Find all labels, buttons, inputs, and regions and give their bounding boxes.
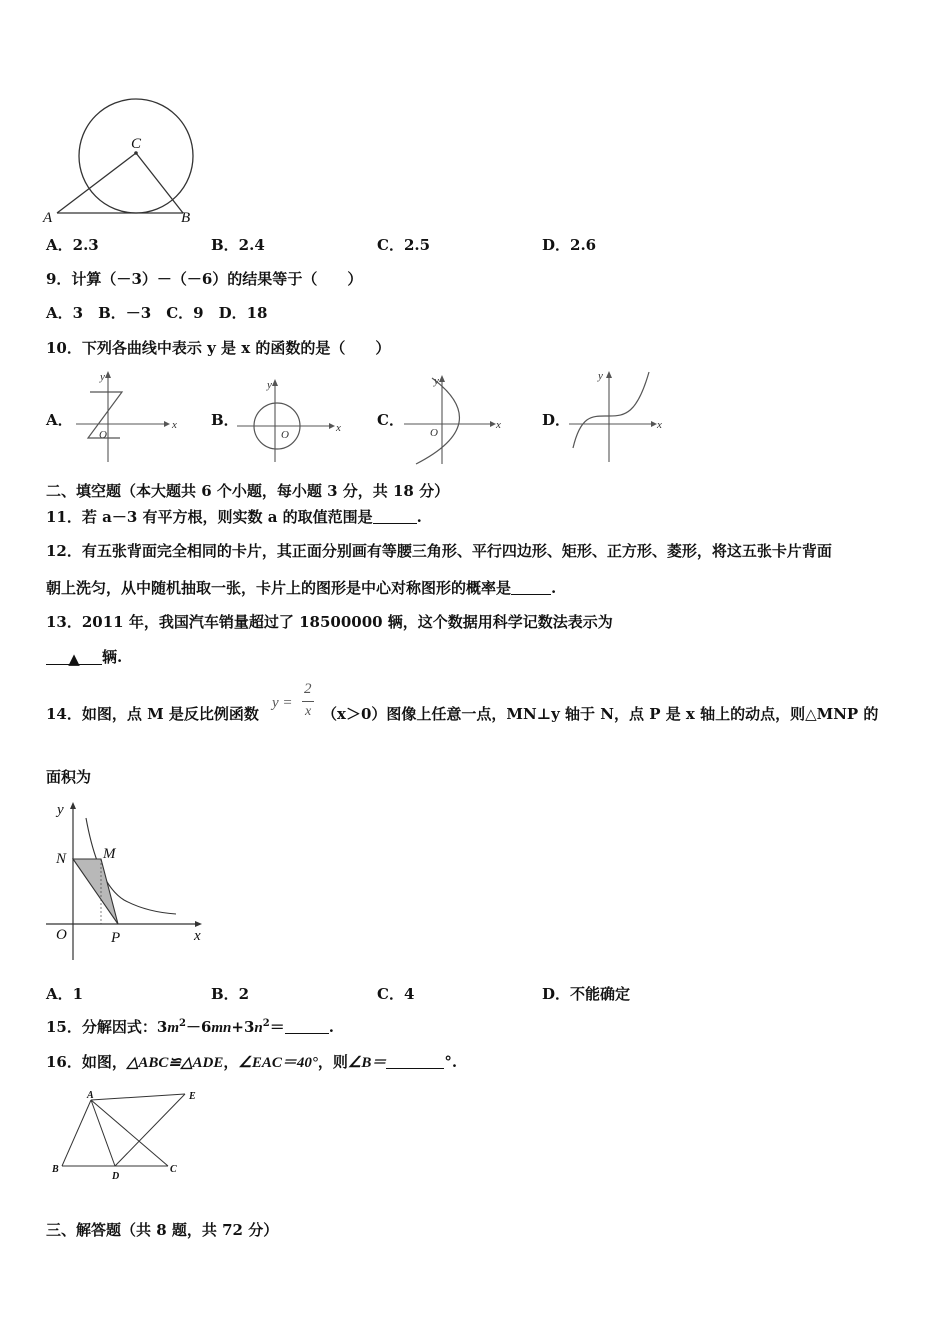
q10-graph-b [235,374,347,464]
q15-exp2: 2 [262,1018,270,1029]
q10-option-c-letter[interactable]: C． [377,411,404,429]
q12-suffix: . [551,579,557,597]
q10-stem: 10．下列各曲线中表示 y 是 x 的函数的是（ ） [46,339,391,357]
y-axis-arrow-icon [70,802,76,809]
q10-option-d-letter[interactable]: D． [542,411,571,429]
label-y: y [100,371,105,383]
label-o: O [56,927,67,943]
label-x: x [336,422,341,434]
q14-figure [42,796,212,962]
q8-segment-ac [57,153,136,213]
section3-title: 三、解答题（共 8 题，共 72 分） [46,1221,279,1239]
q15-mid: －6 [185,1018,212,1036]
q15-plus: +3 [231,1018,255,1036]
q14-option-c[interactable]: C．4 [377,985,415,1003]
q16-suffix: °. [444,1053,458,1071]
q14-formula-numerator: 2 [304,681,312,697]
q16-figure [44,1086,208,1184]
x-axis-arrow-icon [164,421,170,427]
q10-option-a-letter[interactable]: A． [46,411,73,429]
q15-answer-blank[interactable] [285,1018,329,1034]
label-x: x [194,928,201,944]
q10-option-b-letter[interactable]: B． [211,411,239,429]
q9-stem: 9．计算（－3）－（－6）的结果等于（ ） [46,270,363,288]
q12-line2-text: 朝上洗匀，从中随机抽取一张，卡片上的图形是中心对称图形的概率是 [46,579,512,597]
section2-title: 二、填空题（本大题共 6 个小题，每小题 3 分，共 18 分） [46,482,450,500]
q8-option-a[interactable]: A．2.3 [46,236,99,254]
label-p: P [111,930,121,946]
q14-line2: 面积为 [46,768,92,786]
q10-graph-c [402,370,504,466]
label-n: N [56,851,67,867]
label-m: M [103,846,116,862]
segment-ae [91,1094,185,1100]
label-o: O [281,429,289,441]
q8-label-a: A [43,210,53,226]
label-d: D [112,1171,120,1182]
q15-exp1: 2 [178,1018,186,1029]
label-a: A [87,1090,94,1101]
x-axis-arrow-icon [329,423,335,429]
q16-angle-given: ∠EAC＝40° [238,1055,318,1071]
y-axis-arrow-icon [272,379,278,386]
q13-answer-blank[interactable] [46,649,102,668]
q11-answer-blank[interactable] [373,508,417,524]
q16-angle-ask: ∠B＝ [347,1055,387,1071]
label-o: O [430,427,438,439]
q11-text: 11．若 a－3 有平方根，则实数 a 的取值范围是 [46,508,373,526]
q14-prefix: 14．如图，点 M 是反比例函数 [46,705,259,723]
q9-options: A．3 B．－3 C．9 D．18 [46,304,268,322]
q15-eq: ＝ [269,1018,285,1036]
q8-option-c[interactable]: C．2.5 [377,236,431,254]
q12-line1: 12．有五张背面完全相同的卡片，其正面分别画有等腰三角形、平行四边形、矩形、正方形、菱形，将这五张卡片背面 [46,542,832,560]
q16-answer-blank[interactable] [386,1053,444,1069]
x-axis-arrow-icon [195,921,202,927]
q14-formula-denominator: x [305,704,312,719]
q16-then: ，则 [317,1053,348,1071]
q8-segment-cb [136,153,183,213]
q14-formula-lhs: y = [272,695,293,711]
y-axis-arrow-icon [606,371,612,378]
q8-option-b[interactable]: B．2.4 [211,236,265,254]
label-b: B [52,1164,59,1175]
label-e: E [189,1091,196,1102]
q11 [46,507,422,527]
q15-prefix: 15．分解因式：3 [46,1018,168,1036]
label-c: C [170,1164,177,1175]
label-x: x [172,419,177,431]
q8-circle [79,99,193,213]
q16-comma: ， [223,1053,239,1071]
q14-option-a[interactable]: A．1 [46,985,84,1003]
cubic-curve [573,372,649,448]
segment-ab [62,1100,91,1166]
q12-line2 [46,578,556,598]
q15-var-n: n [254,1020,263,1036]
q14-suffix: （x＞0）图像上任意一点，MN⊥y 轴于 N，点 P 是 x 轴上的动点，则△MNP 的 [322,705,879,723]
q15-var-mn: mn [211,1020,232,1036]
q15-var-m: m [167,1020,179,1036]
label-y: y [57,802,64,818]
q16 [46,1052,457,1073]
q13-line1: 13．2011 年，我国汽车销量超过了 18500000 辆，这个数据用科学记数法表示为 [46,613,613,631]
q8-figure [40,96,210,226]
q14-option-d[interactable]: D．不能确定 [542,985,631,1003]
label-x: x [496,419,501,431]
y-axis-arrow-icon [105,371,111,378]
triangle-mnp [73,859,118,924]
q13-blank-mark: ▲ [68,650,80,668]
q16-prefix: 16．如图， [46,1053,127,1071]
q13-suffix: 辆. [102,648,123,666]
q8-label-b: B [181,210,191,226]
q15-suffix: . [328,1018,334,1036]
q15 [46,1017,334,1038]
q12-answer-blank[interactable] [511,579,551,595]
q14-fraction-bar [302,701,314,702]
q11-suffix: . [416,508,422,526]
y-axis-arrow-icon [439,375,445,382]
q16-congruence: △ABC≌△ADE [126,1055,224,1071]
q8-option-d[interactable]: D．2.6 [542,236,597,254]
label-y: y [598,370,603,382]
label-o: O [99,429,107,441]
label-y: y [434,375,439,387]
q10-graph-a [72,366,182,464]
q13-line2 [46,647,122,667]
q8-label-c: C [131,136,142,152]
q10-graph-d [567,366,665,464]
label-y: y [267,379,272,391]
q14-option-b[interactable]: B．2 [211,985,250,1003]
parabola-curve [416,378,459,464]
label-x: x [657,419,662,431]
